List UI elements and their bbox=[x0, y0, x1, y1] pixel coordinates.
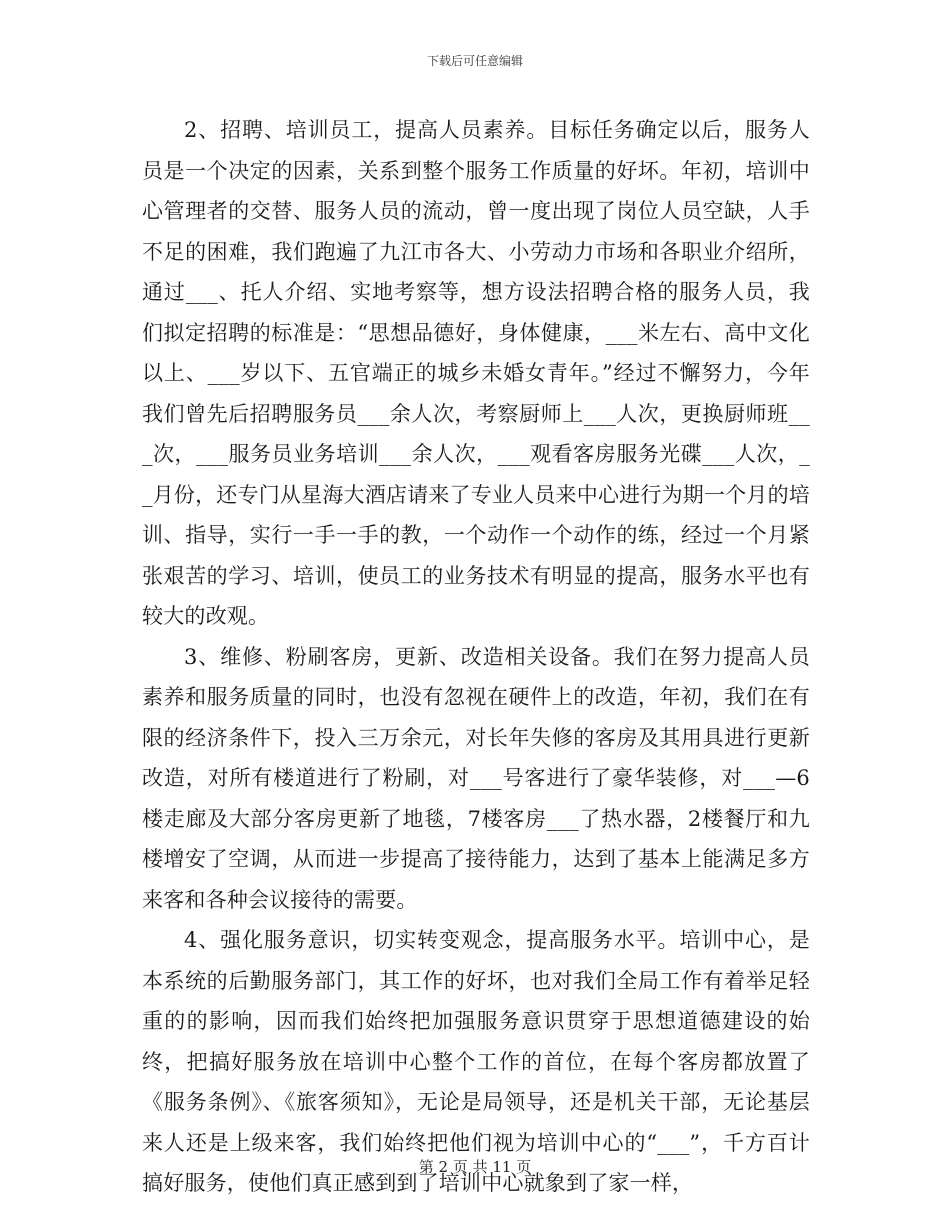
paragraph-recruitment-training: 2、招聘、培训员工，提高人员素养。目标任务确定以后，服务人员是一个决定的因素，关系到整个服务工作质量的好坏。年初，培训中心管理者的交替、服务人员的流动，曾一度出现了岗位人员空缺，人手不足的困难，我们跑遍了九江市各大、小劳动力市场和各职业介绍所，通过___、托人介绍、实地考察等，想方设法招聘合格的服务人员，我们拟定招聘的标准是：“思想品德好，身体健康，___米左右、高中文化以上、___岁以下、五官端正的城乡未婚女青年。”经过不懈努力，今年我们曾先后招聘服务员___余人次，考察厨师上___人次，更换厨师班___次，___服务员业务培训___余人次，___观看客房服务光碟___人次，__月份，还专门从星海大酒店请来了专业人员来中心进行为期一个月的培训、指导，实行一手一手的教，一个动作一个动作的练，经过一个月紧张艰苦的学习、培训，使员工的业务技术有明显的提高，服务水平也有较大的改观。 bbox=[142, 118, 810, 628]
page-number-footer: 第 2 页 共 11 页 bbox=[418, 1158, 532, 1176]
document-body bbox=[142, 110, 810, 1204]
paragraph-service-awareness: 4、强化服务意识，切实转变观念，提高服务水平。培训中心，是本系统的后勤服务部门，其工作的好坏，也对我们全局工作有着举足轻重的的影响，因而我们始终把加强服务意识贯穿于思想道德建设的始终，把搞好服务放在培训中心整个工作的首位，在每个客房都放置了《服务条例》、《旅客须知》，无论是局领导，还是机关干部，无论基层来人还是上级来客，我们始终把他们视为培训中心的“___”，千方百计搞好服务，使他们真正感到到了培训中心就象到了家一样， bbox=[142, 928, 810, 1195]
page-header-note: 下载后可任意编辑 bbox=[426, 54, 523, 68]
paragraph-room-renovation: 3、维修、粉刷客房，更新、改造相关设备。我们在努力提高人员素养和服务质量的同时，也没有忽视在硬件上的改造，年初，我们在有限的经济条件下，投入三万余元，对长年失修的客房及其用具进行更新改造，对所有楼道进行了粉刷，对___号客进行了豪华装修，对___—6楼走廊及大部分客房更新了地毯，7楼客房___了热水器，2楼餐厅和九楼增安了空调，从而进一步提高了接待能力，达到了基本上能满足多方来客和各种会议接待的需要。 bbox=[142, 644, 810, 912]
